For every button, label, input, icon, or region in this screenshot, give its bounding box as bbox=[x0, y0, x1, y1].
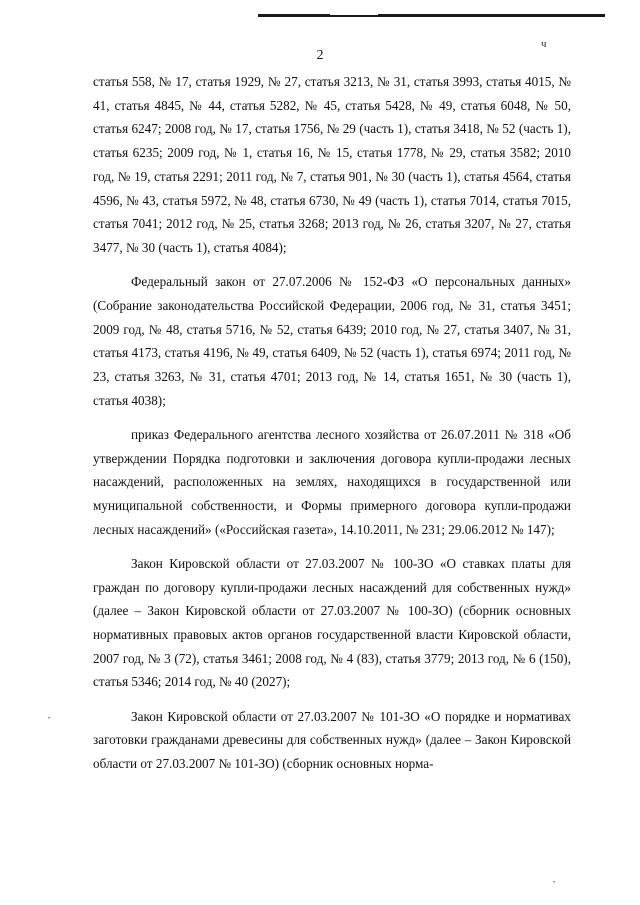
paragraph-order-318: приказ Федерального агентства лесного хозяйства от 26.07.2011 № 318 «Об утверждении Порядка подготовки и заключения договора купли-продажи лесных насаждений, расположенных на землях, находящихся в государственной или муниципальной собственности, и Формы примерного договора купли-продажи лесных насаждений» («Российская газета», 14.10.2011, № 231; 29.06.2012 № 147); bbox=[93, 426, 571, 537]
scan-speck: • bbox=[553, 880, 556, 886]
scan-speck: • bbox=[48, 716, 51, 722]
paragraph-continuation: статья 558, № 17, статья 1929, № 27, статья 3213, № 31, статья 3993, статья 4015, № 41, статья 4845, № 44, статья 5282, № 45, статья 5428, № 49, статья 6048, № 50, статья 6247; 2008 год, № 17, статья 1756, № 29 (часть 1), статья 3418, № 52 (часть 1), статья 6235; 2009 год, № 1, статья 16, № 15, статья 1778, № 29, статья 3582; 2010 год, № 19, статья 2291; 2011 год, № 7, статья 901, № 30 (часть 1), статья 4564, статья 4596, № 43, статья 5972, № 48, статья 6730, № 49 (часть 1), статья 7014, статья 7015, статья 7041; 2012 год, № 25, статья 3268; 2013 год, № 26, статья 3207, № 27, статья 3477, № 30 (часть 1), статья 4084); bbox=[93, 74, 571, 255]
corner-handwritten-mark: ч bbox=[541, 38, 547, 50]
paragraph-kirov-law-100: Закон Кировской области от 27.03.2007 № 100-ЗО «О ставках платы для граждан по договору купли-продажи лесных насаждений для собственных нужд» (далее – Закон Кировской области от 27.03.2007 № 100-ЗО) (сборник основных нормативных правовых актов органов государственной власти Кировской области, 2007 год, № 3 (72), статья 3461; 2008 год, № 4 (83), статья 3779; 2013 год, № 6 (150), статья 5346; 2014 год, № 40 (2027); bbox=[93, 555, 571, 690]
document-body bbox=[93, 70, 571, 776]
top-rule-gap bbox=[330, 14, 378, 15]
top-rule bbox=[258, 14, 605, 17]
paragraph-kirov-law-101: Закон Кировской области от 27.03.2007 № 101-ЗО «О порядке и нормативах заготовки гражданами древесины для собственных нужд» (далее – Закон Кировской области от 27.03.2007 № 101-ЗО) (сборник основных норма- bbox=[93, 708, 571, 771]
paragraph-federal-law-152: Федеральный закон от 27.07.2006 № 152-ФЗ «О персональных данных» (Собрание законодательства Российской Федерации, 2006 год, № 31, статья 3451; 2009 год, № 48, статья 5716, № 52, статья 6439; 2010 год, № 27, статья 3407, № 31, статья 4173, статья 4196, № 49, статья 6409, № 52 (часть 1), статья 6974; 2011 год, № 23, статья 3263, № 31, статья 4701; 2013 год, № 14, статья 1651, № 30 (часть 1), статья 4038); bbox=[93, 274, 571, 408]
page-number: 2 bbox=[316, 48, 324, 63]
